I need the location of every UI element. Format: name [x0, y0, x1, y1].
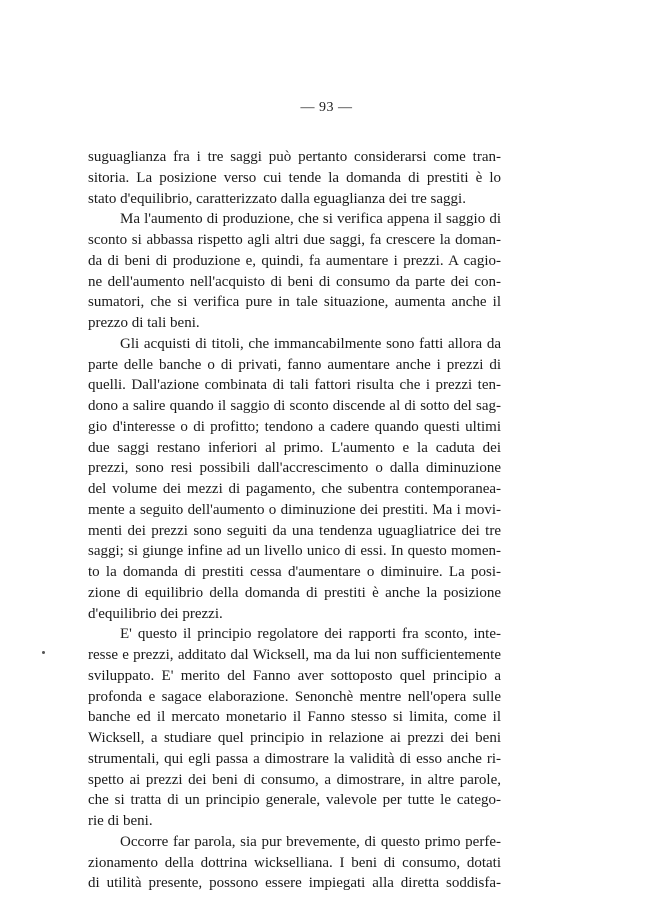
text-line: profonda e sagace elaborazione. Senonchè mentre nell'opera sulle	[88, 688, 501, 705]
text-line: sconto si abbassa rispetto agli altri due saggi, fa crescere la doman-	[88, 232, 501, 248]
text-line: strumentali, qui egli passa a dimostrare la validità di esso anche ri-	[88, 750, 501, 767]
text-line: gio d'interesse o di profitto; tendono a cadere quando questi ultimi	[88, 418, 501, 435]
text-line: E' questo il principio regolatore dei rapporti fra sconto, inte-	[120, 626, 501, 643]
text-line: due saggi restano inferiori al primo. L'aumento e la caduta dei	[88, 439, 501, 456]
text-line: resse e prezzi, additato dal Wicksell, ma da lui non sufficientemente	[88, 647, 501, 663]
text-line: prezzi, sono resi possibili dall'accrescimento o dalla diminuzione	[88, 460, 501, 477]
text-line: ne dell'aumento nell'acquisto di beni di consumo da parte dei con-	[88, 273, 501, 290]
text-line: stato d'equilibrio, caratterizzato dalla eguaglianza dei tre saggi.	[88, 190, 466, 207]
text-line: Ma l'aumento di produzione, che si verifica appena il saggio di	[120, 211, 501, 228]
text-line: sumatori, che si verifica pure in tale situazione, aumenta anche il	[88, 294, 501, 311]
text-line: Gli acquisti di titoli, che immancabilmente sono fatti allora da	[120, 335, 501, 352]
text-line: che si tratta di un principio generale, valevole per tutte le catego-	[88, 792, 501, 809]
text-line: mente a seguito dell'aumento o diminuzione dei prestiti. Ma i movi-	[88, 501, 501, 518]
text-line: menti dei prezzi sono seguiti da una tendenza uguagliatrice dei tre	[88, 522, 501, 539]
text-line: Occorre far parola, sia pur brevemente, di questo primo perfe-	[120, 833, 501, 850]
text-line: dono a salire quando il saggio di sconto discende al di sotto del sag-	[88, 398, 501, 414]
scan-speck	[42, 651, 45, 654]
text-line: suguaglianza fra i tre saggi può pertanto considerarsi come tran-	[88, 149, 501, 165]
body-text	[88, 147, 501, 894]
text-line: to la domanda di prestiti cessa d'aumentare o diminuire. La posi-	[88, 564, 501, 580]
text-line: zionamento della dottrina wickselliana. I beni di consumo, dotati	[88, 854, 501, 871]
text-line: spetto ai prezzi dei beni di consumo, a dimostrare, in altre parole,	[88, 771, 501, 788]
text-line: d'equilibrio dei prezzi.	[88, 605, 223, 622]
text-line: sitoria. La posizione verso cui tende la domanda di prestiti è lo	[88, 169, 501, 186]
text-line: saggi; si giunge infine ad un livello unico di essi. In questo momen-	[88, 543, 501, 560]
text-line: prezzo di tali beni.	[88, 315, 200, 331]
text-line: da di beni di produzione e, quindi, fa aumentare i prezzi. A cagio-	[88, 252, 501, 269]
text-line: del volume dei mezzi di pagamento, che subentra contemporanea-	[88, 481, 501, 497]
page-number: — 93 —	[300, 100, 353, 115]
text-line: di utilità presente, possono essere impiegati alla diretta soddisfa-	[88, 875, 501, 892]
text-line: quelli. Dall'azione combinata di tali fattori risulta che i prezzi ten-	[88, 377, 501, 394]
text-line: parte delle banche o di privati, fanno aumentare anche i prezzi di	[88, 356, 501, 373]
text-line: rie di beni.	[88, 813, 153, 829]
text-line: banche ed il mercato monetario il Fanno stesso si limita, come il	[88, 709, 501, 726]
text-line: sviluppato. E' merito del Fanno aver sottoposto quel principio a	[88, 667, 501, 684]
text-line: Wicksell, a studiare quel principio in relazione ai prezzi dei beni	[88, 730, 501, 746]
text-line: zione di equilibrio della domanda di prestiti è anche la posizione	[88, 584, 501, 601]
